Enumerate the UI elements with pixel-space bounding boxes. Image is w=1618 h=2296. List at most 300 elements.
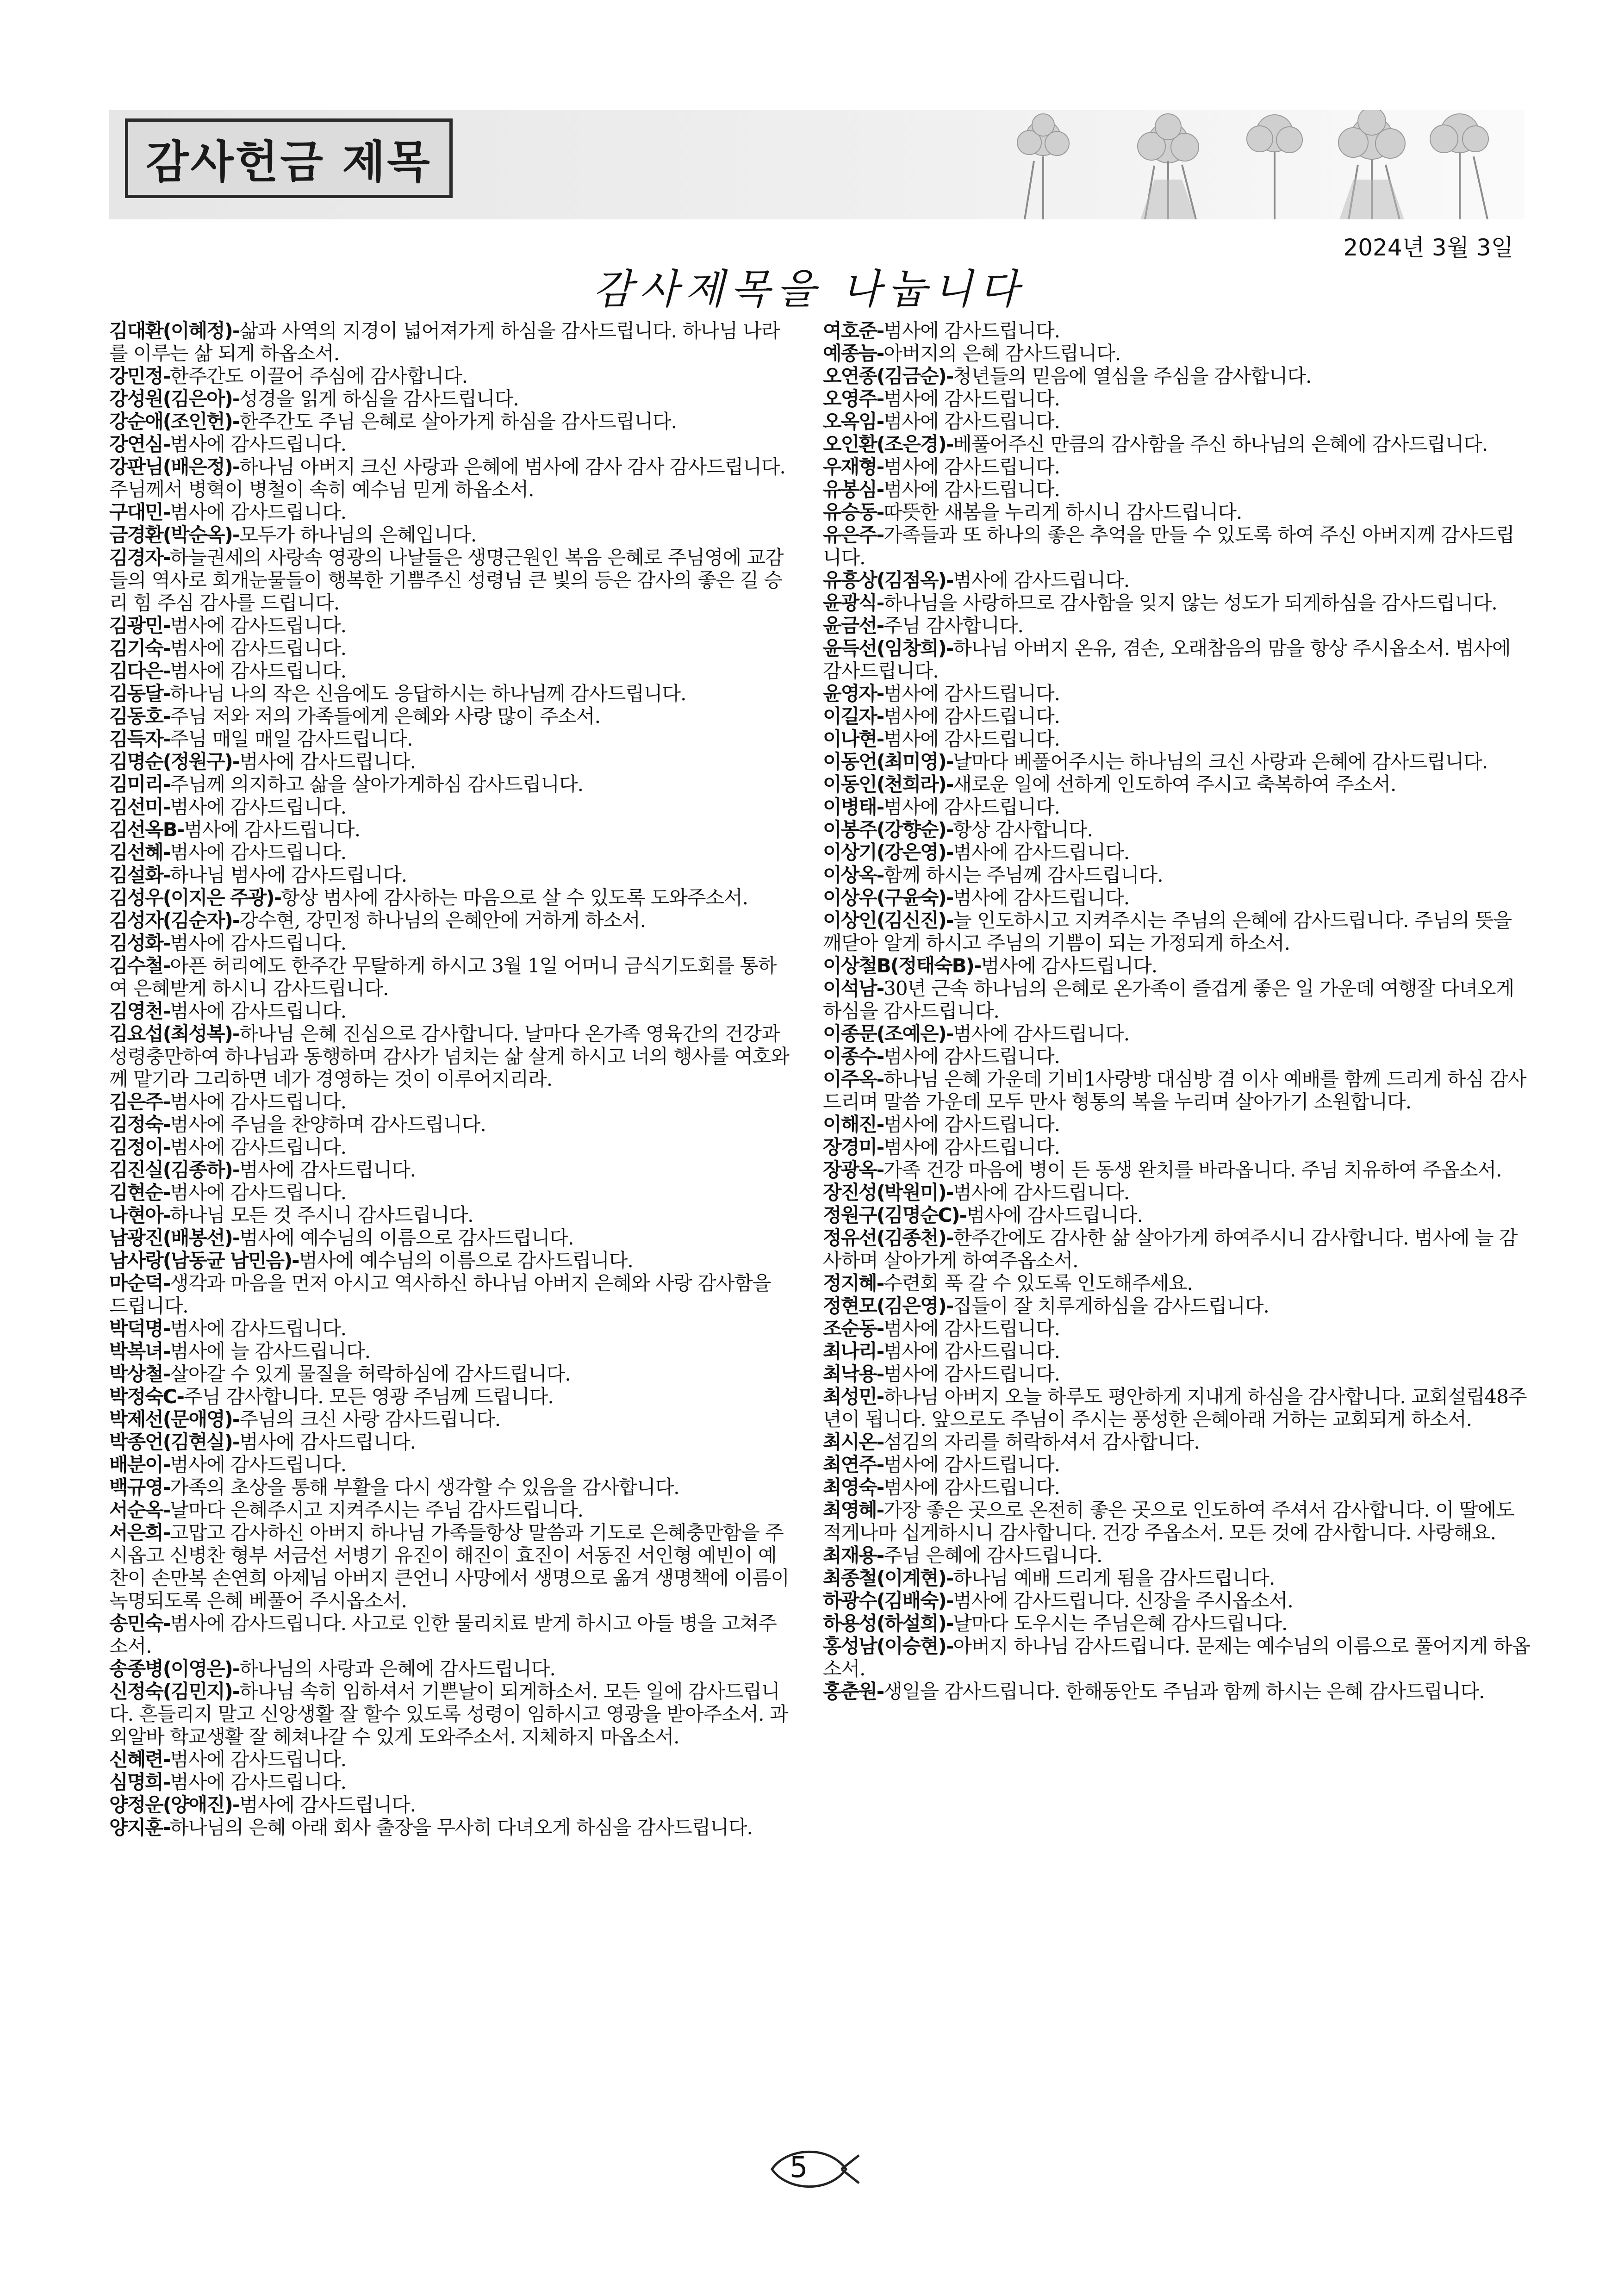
donor-name: 마순덕: [109, 1272, 163, 1294]
entry-separator: -: [162, 1499, 170, 1521]
donor-name: 이길자: [823, 705, 877, 728]
thanks-text: 강수현, 강민정 하나님의 은혜안에 거하게 하소서.: [239, 909, 646, 932]
thanks-entry: [823, 1226, 1531, 1272]
thanks-text: 범사에 감사드립니다.: [170, 1090, 347, 1113]
thanks-text: 범사에 감사드립니다.: [981, 954, 1157, 977]
donor-name: 남사랑(남동균 남민음): [109, 1249, 292, 1272]
donor-name: 신혜련: [109, 1748, 163, 1771]
entry-separator: -: [162, 1204, 170, 1226]
entry-separator: -: [959, 1204, 967, 1226]
thanks-text: 주님 감사합니다.: [884, 614, 1023, 637]
thanks-entry: [823, 1158, 1531, 1181]
donor-name: 서은희: [109, 1521, 163, 1544]
thanks-entry: [823, 365, 1531, 387]
entry-separator: -: [946, 1022, 953, 1045]
entry-separator: -: [876, 614, 884, 637]
thanks-entry: [109, 1748, 790, 1771]
thanks-text: 범사에 감사드립니다.: [884, 1363, 1060, 1385]
entry-separator: -: [876, 342, 884, 365]
entry-separator: -: [876, 478, 884, 501]
entry-separator: -: [162, 796, 170, 818]
entry-separator: -: [876, 455, 884, 478]
donor-name: 윤금선: [823, 614, 877, 637]
entry-separator: -: [876, 977, 884, 1000]
entry-separator: -: [946, 886, 953, 909]
thanks-text: 범사에 감사드립니다.: [966, 1204, 1143, 1226]
left-column: [109, 319, 790, 1839]
entry-separator: -: [876, 728, 884, 750]
thanks-text: 한주간에도 감사한 삶 살아가게 하여주시니 감사합니다. 범사에 늘 감사하며 살아가게 하여주옵소서.: [823, 1226, 1518, 1272]
entry-separator: -: [162, 1363, 170, 1385]
entry-separator: -: [876, 1136, 884, 1158]
thanks-entry: [823, 1272, 1531, 1294]
donor-name: 박제선(문애영): [109, 1408, 232, 1431]
thanks-text: 아버지의 은혜 감사드립니다.: [884, 342, 1121, 365]
donor-name: 오연종(김금순): [823, 365, 946, 387]
thanks-text: 범사에 감사드립니다.: [953, 1181, 1130, 1204]
thanks-text: 하나님 아버지 오늘 하루도 평안하게 지내게 하심을 감사합니다. 교회설립48주년이 됩니다. 앞으로도 주님이 주시는 풍성한 은혜아래 거하는 교회되게 하소서.: [823, 1385, 1527, 1431]
thanks-entry: [823, 1363, 1531, 1385]
donor-name: 김다은: [109, 660, 163, 682]
donor-name: 최나리: [823, 1340, 877, 1363]
donor-name: 김정이: [109, 1136, 163, 1158]
donor-name: 이석남: [823, 977, 877, 1000]
thanks-entry: [823, 1113, 1531, 1136]
entry-separator: -: [162, 1612, 170, 1635]
thanks-entry: [823, 319, 1531, 342]
donor-name: 송종병(이영은): [109, 1657, 232, 1680]
entry-separator: -: [946, 909, 953, 932]
donor-name: 심명희: [109, 1771, 163, 1793]
entry-separator: -: [162, 1521, 170, 1544]
thanks-text: 범사에 감사드립니다.: [170, 796, 347, 818]
thanks-entry: [109, 1453, 790, 1476]
donor-name: 김광민: [109, 614, 163, 637]
donor-name: 홍성남(이승현): [823, 1635, 946, 1657]
bulletin-date: 2024년 3월 3일: [1343, 234, 1513, 261]
donor-name: 구대민: [109, 501, 163, 523]
donor-name: 배분이: [109, 1453, 163, 1476]
donor-name: 이상우(구윤숙): [823, 886, 946, 909]
thanks-text: 집들이 잘 치루게하심을 감사드립니다.: [953, 1294, 1269, 1317]
thanks-text: 범사에 감사드립니다.: [884, 455, 1060, 478]
entry-separator: -: [876, 1068, 884, 1090]
thanks-entry: [109, 1385, 790, 1408]
page-number: 5: [790, 2150, 808, 2184]
donor-name: 강민정: [109, 365, 163, 387]
entry-separator: -: [162, 841, 170, 864]
entry-separator: -: [876, 1158, 884, 1181]
entry-separator: -: [232, 1431, 240, 1453]
entry-separator: -: [232, 319, 240, 342]
donor-name: 박복녀: [109, 1340, 163, 1363]
thanks-text: 가족의 초상을 통해 부활을 다시 생각할 수 있음을 감사합니다.: [170, 1476, 679, 1499]
thanks-text: 날마다 베풀어주시는 하나님의 크신 사랑과 은혜에 감사드립니다.: [953, 750, 1488, 773]
entry-separator: -: [946, 569, 953, 591]
thanks-entry: [109, 1226, 790, 1249]
donor-name: 오영주: [823, 387, 877, 410]
thanks-entry: [823, 954, 1531, 977]
thanks-text: 살아갈 수 있게 물질을 허락하심에 감사드립니다.: [170, 1363, 571, 1385]
entry-separator: -: [162, 546, 170, 569]
donor-name: 윤영자: [823, 682, 877, 705]
thanks-entry: [823, 705, 1531, 728]
thanks-entry: [109, 1158, 790, 1181]
thanks-entry: [109, 1317, 790, 1340]
thanks-text: 범사에 감사드립니다.: [170, 932, 347, 954]
entry-separator: -: [232, 1022, 240, 1045]
thanks-text: 생일을 감사드립니다. 한해동안도 주님과 함께 하시는 은혜 감사드립니다.: [884, 1680, 1485, 1703]
thanks-text: 하나님을 사랑하므로 감사함을 잊지 않는 성도가 되게하심을 감사드립니다.: [884, 591, 1497, 614]
thanks-entry: [823, 909, 1531, 954]
thanks-entry: [109, 614, 790, 637]
donor-name: 이종문(조예은): [823, 1022, 946, 1045]
thanks-text: 주님의 크신 사랑 감사드립니다.: [239, 1408, 501, 1431]
entry-separator: -: [162, 614, 170, 637]
thanks-entry: [823, 750, 1531, 773]
thanks-text: 범사에 감사드립니다.: [239, 1158, 416, 1181]
thanks-text: 범사에 감사드립니다.: [884, 1476, 1060, 1499]
thanks-text: 범사에 감사드립니다.: [170, 1317, 347, 1340]
donor-name: 조순동: [823, 1317, 877, 1340]
thanks-text: 범사에 감사드립니다.: [884, 1113, 1060, 1136]
donor-name: 이종수: [823, 1045, 877, 1068]
thanks-entry: [823, 1204, 1531, 1226]
donor-name: 유승동: [823, 501, 877, 523]
thanks-entry: [823, 1453, 1531, 1476]
thanks-entry: [823, 818, 1531, 841]
entry-separator: -: [176, 1385, 184, 1408]
thanks-entry: [823, 1544, 1531, 1567]
entry-separator: -: [946, 750, 953, 773]
entry-separator: -: [232, 523, 240, 546]
thanks-text: 범사에 감사드립니다.: [953, 886, 1130, 909]
thanks-entry: [823, 569, 1531, 591]
donor-name: 강순애(조인헌): [109, 410, 232, 433]
thanks-entry: [823, 455, 1531, 478]
donor-name: 김경자: [109, 546, 163, 569]
thanks-entry: [109, 773, 790, 796]
entry-separator: -: [876, 1113, 884, 1136]
thanks-entry: [109, 637, 790, 660]
entry-separator: -: [876, 1431, 884, 1453]
entry-separator: -: [162, 1000, 170, 1022]
thanks-entry: [109, 365, 790, 387]
donor-name: 금경환(박순옥): [109, 523, 232, 546]
donor-name: 오인환(조은경): [823, 433, 946, 455]
thanks-entry: [823, 501, 1531, 523]
entry-separator: -: [162, 660, 170, 682]
thanks-text: 가족들과 또 하나의 좋은 추억을 만들 수 있도록 하여 주신 아버지께 감사드립니다.: [823, 523, 1514, 569]
thanks-entry: [823, 1589, 1531, 1612]
entry-separator: -: [162, 705, 170, 728]
thanks-text: 범사에 감사드립니다.: [884, 319, 1060, 342]
thanks-entry: [823, 728, 1531, 750]
entry-separator: -: [162, 682, 170, 705]
thanks-text: 범사에 감사드립니다.: [170, 637, 347, 660]
entry-separator: -: [946, 433, 953, 455]
entry-separator: -: [162, 954, 170, 977]
donor-name: 김명순(정원구): [109, 750, 232, 773]
thanks-entry: [109, 705, 790, 728]
thanks-text: 아픈 허리에도 한주간 무탈하게 하시고 3월 1일 어머니 금식기도회를 통하여 은혜받게 하시니 감사드립니다.: [109, 954, 777, 1000]
donor-name: 이상인(김신진): [823, 909, 946, 932]
entry-separator: -: [162, 1340, 170, 1363]
thanks-entry: [109, 501, 790, 523]
thanks-entry: [823, 1181, 1531, 1204]
entry-separator: -: [162, 932, 170, 954]
thanks-text: 범사에 감사드립니다.: [170, 614, 347, 637]
thanks-text: 범사에 감사드립니다.: [239, 1793, 416, 1816]
entry-separator: -: [876, 1453, 884, 1476]
donor-name: 김수철: [109, 954, 163, 977]
thanks-text: 범사에 감사드립니다. 신장을 주시옵소서.: [953, 1589, 1293, 1612]
donor-name: 유흥상(김점옥): [823, 569, 946, 591]
thanks-entry: [109, 1476, 790, 1499]
donor-name: 강연심: [109, 433, 163, 455]
thanks-entry: [823, 1317, 1531, 1340]
donor-name: 남광진(배봉선): [109, 1226, 232, 1249]
donor-name: 강판님(배은정): [109, 455, 232, 478]
thanks-entry: [823, 637, 1531, 682]
entry-separator: -: [876, 1680, 884, 1703]
thanks-entry: [823, 841, 1531, 864]
entry-separator: -: [876, 1544, 884, 1567]
thanks-text: 하나님의 은혜 아래 회사 출장을 무사히 다녀오게 하심을 감사드립니다.: [170, 1816, 753, 1839]
donor-name: 장진성(박원미): [823, 1181, 946, 1204]
entry-separator: -: [162, 1090, 170, 1113]
thanks-entry: [109, 1090, 790, 1113]
thanks-text: 가장 좋은 곳으로 온전히 좋은 곳으로 인도하여 주셔서 감사합니다. 이 딸에도 적게나마 십게하시니 감사합니다. 건강 주옵소서. 모든 것에 감사합니다. 사랑해요.: [823, 1499, 1514, 1544]
thanks-entry: [109, 1204, 790, 1226]
thanks-text: 범사에 감사드립니다.: [170, 433, 347, 455]
donor-name: 박정숙C: [109, 1385, 177, 1408]
section-title-box: [125, 118, 453, 198]
donor-name: 최재용: [823, 1544, 877, 1567]
entry-separator: -: [232, 387, 240, 410]
thanks-entry: [823, 1680, 1531, 1703]
thanks-text: 범사에 감사드립니다. 사고로 인한 물리치료 받게 하시고 아들 병을 고쳐주소서.: [109, 1612, 777, 1657]
section-title: 감사헌금 제목: [146, 136, 432, 188]
thanks-text: 함께 하시는 주님께 감사드립니다.: [884, 864, 1163, 886]
thanks-entry: [109, 796, 790, 818]
thanks-entry: [109, 1363, 790, 1385]
entry-separator: -: [876, 1499, 884, 1521]
donor-name: 정지혜: [823, 1272, 877, 1294]
donor-name: 김대환(이혜정): [109, 319, 232, 342]
entry-separator: -: [876, 591, 884, 614]
thanks-text: 늘 인도하시고 지켜주시는 주님의 은혜에 감사드립니다. 주님의 뜻을 깨닫아 알게 하시고 주님의 기쁨이 되는 가정되게 하소서.: [823, 909, 1512, 954]
donor-name: 이상옥: [823, 864, 877, 886]
entry-separator: -: [162, 1317, 170, 1340]
entry-separator: -: [162, 1771, 170, 1793]
thanks-entry: [823, 1068, 1531, 1113]
entry-separator: -: [162, 773, 170, 796]
thanks-text: 범사에 늘 감사드립니다.: [170, 1340, 370, 1363]
thanks-text: 범사에 감사드립니다.: [884, 1340, 1060, 1363]
thanks-entry: [823, 1635, 1531, 1680]
donor-name: 홍춘원: [823, 1680, 877, 1703]
donor-name: 백규영: [109, 1476, 163, 1499]
thanks-text: 주님 저와 저의 가족들에게 은혜와 사랑 많이 주소서.: [170, 705, 600, 728]
thanks-text: 범사에 감사드립니다.: [170, 501, 347, 523]
thanks-text: 생각과 마음을 먼저 아시고 역사하신 하나님 아버지 은혜와 사랑 감사함을 드립니다.: [109, 1272, 771, 1317]
donor-name: 김영천: [109, 1000, 163, 1022]
donor-name: 이동언(최미영): [823, 750, 946, 773]
entry-separator: -: [232, 1657, 240, 1680]
donor-name: 하광수(김배숙): [823, 1589, 946, 1612]
entry-separator: -: [946, 1294, 953, 1317]
thanks-text: 범사에 예수님의 이름으로 감사드립니다.: [239, 1226, 574, 1249]
thanks-text: 모두가 하나님의 은혜입니다.: [239, 523, 477, 546]
entry-separator: -: [946, 365, 953, 387]
thanks-text: 하나님 아버지 온유, 겸손, 오래참음의 맘을 항상 주시옵소서. 범사에 감사드립니다.: [823, 637, 1511, 682]
entry-separator: -: [232, 1793, 240, 1816]
thanks-entry: [109, 660, 790, 682]
donor-name: 장경미: [823, 1136, 877, 1158]
thanks-text: 범사에 감사드립니다.: [953, 569, 1130, 591]
thanks-text: 범사에 감사드립니다.: [170, 1000, 347, 1022]
thanks-entry: [109, 1408, 790, 1431]
entry-separator: -: [946, 637, 953, 660]
entry-separator: -: [876, 1317, 884, 1340]
thanks-text: 주님 매일 매일 감사드립니다.: [170, 728, 413, 750]
entry-separator: -: [232, 410, 240, 433]
donor-name: 이상철B(정태숙B): [823, 954, 974, 977]
thanks-entry: [823, 614, 1531, 637]
thanks-text: 주님 감사합니다. 모든 영광 주님께 드립니다.: [183, 1385, 554, 1408]
thanks-entry: [109, 1136, 790, 1158]
thanks-entry: [823, 1385, 1531, 1431]
donor-name: 송민숙: [109, 1612, 163, 1635]
thanks-text: 범사에 감사드립니다.: [884, 478, 1060, 501]
entry-separator: -: [946, 1181, 953, 1204]
entry-separator: -: [162, 1476, 170, 1499]
thanks-text: 범사에 감사드립니다.: [170, 841, 347, 864]
entry-separator: -: [162, 1136, 170, 1158]
thanks-entry: [109, 455, 790, 501]
donor-name: 이병태: [823, 796, 877, 818]
donor-name: 이해진: [823, 1113, 877, 1136]
right-column: [823, 319, 1531, 1703]
thanks-entry: [109, 954, 790, 1000]
thanks-text: 범사에 감사드립니다.: [170, 1181, 347, 1204]
thanks-text: 하나님 예배 드리게 됨을 감사드립니다.: [953, 1567, 1275, 1589]
thanks-entry: [109, 410, 790, 433]
thanks-entry: [109, 1612, 790, 1657]
thanks-text: 범사에 감사드립니다.: [170, 1136, 347, 1158]
donor-name: 하용성(하설희): [823, 1612, 946, 1635]
thanks-text: 범사에 감사드립니다.: [884, 387, 1060, 410]
thanks-entry: [823, 523, 1531, 569]
donor-name: 나현아: [109, 1204, 163, 1226]
thanks-text: 범사에 주님을 찬양하며 감사드립니다.: [170, 1113, 486, 1136]
entry-separator: -: [946, 1589, 953, 1612]
thanks-text: 한주간도 주님 은혜로 살아가게 하심을 감사드립니다.: [239, 410, 677, 433]
entry-separator: -: [162, 637, 170, 660]
entry-separator: -: [162, 501, 170, 523]
flower-decoration-icon: [1015, 110, 1506, 219]
donor-name: 김요섭(최성복): [109, 1022, 232, 1045]
entry-separator: -: [876, 319, 884, 342]
thanks-entry: [823, 773, 1531, 796]
thanks-text: 하나님 은혜 진심으로 감사합니다. 날마다 온가족 영육간의 건강과 성령충만하여 하나님과 동행하며 감사가 넘치는 삶 살게 하시고 너의 행사를 여호와께 맡기라 그리하면 네가 경영하는 것이 이루어지리라.: [109, 1022, 789, 1090]
donor-name: 장광옥: [823, 1158, 877, 1181]
entry-separator: -: [876, 705, 884, 728]
thanks-entry: [109, 1431, 790, 1453]
entry-separator: -: [946, 773, 953, 796]
donor-name: 김성화: [109, 932, 163, 954]
donor-name: 정유선(김종천): [823, 1226, 946, 1249]
thanks-entry: [109, 523, 790, 546]
donor-name: 여호준: [823, 319, 877, 342]
entry-separator: -: [946, 1635, 953, 1657]
entry-separator: -: [162, 1113, 170, 1136]
thanks-entry: [823, 342, 1531, 365]
thanks-text: 새로운 일에 선하게 인도하여 주시고 축복하여 주소서.: [953, 773, 1396, 796]
thanks-text: 베풀어주신 만큼의 감사함을 주신 하나님의 은혜에 감사드립니다.: [953, 433, 1488, 455]
thanks-entry: [823, 1022, 1531, 1045]
thanks-text: 하나님 모든 것 주시니 감사드립니다.: [170, 1204, 473, 1226]
donor-name: 김진실(김종하): [109, 1158, 232, 1181]
entry-separator: -: [232, 1408, 240, 1431]
donor-name: 김성자(김순자): [109, 909, 232, 932]
thanks-entry: [109, 1793, 790, 1816]
entry-separator: -: [162, 1748, 170, 1771]
thanks-entry: [109, 1521, 790, 1612]
thanks-entry: [823, 387, 1531, 410]
entry-separator: -: [232, 455, 240, 478]
entry-separator: -: [876, 387, 884, 410]
thanks-entry: [823, 1045, 1531, 1068]
thanks-entry: [109, 1771, 790, 1793]
donor-name: 김정숙: [109, 1113, 163, 1136]
entry-separator: -: [876, 1363, 884, 1385]
entry-separator: -: [946, 818, 953, 841]
entry-separator: -: [876, 410, 884, 433]
thanks-text: 범사에 감사드립니다.: [884, 1317, 1060, 1340]
thanks-entry: [109, 1499, 790, 1521]
thanks-text: 범사에 감사드립니다.: [953, 1022, 1130, 1045]
thanks-entry: [109, 1272, 790, 1317]
thanks-text: 섬김의 자리를 허락하셔서 감사합니다.: [884, 1431, 1200, 1453]
donor-name: 김선미: [109, 796, 163, 818]
entry-separator: -: [876, 682, 884, 705]
thanks-text: 범사에 감사드립니다.: [884, 410, 1060, 433]
thanks-entry: [823, 1499, 1531, 1544]
thanks-entry: [823, 1294, 1531, 1317]
entry-separator: -: [232, 750, 240, 773]
thanks-entry: [109, 1022, 790, 1090]
entry-separator: -: [876, 501, 884, 523]
thanks-text: 날마다 은혜주시고 지켜주시는 주님 감사드립니다.: [170, 1499, 583, 1521]
thanks-entry: [109, 433, 790, 455]
thanks-text: 날마다 도우시는 주님은혜 감사드립니다.: [953, 1612, 1288, 1635]
donor-name: 박상철: [109, 1363, 163, 1385]
thanks-text: 범사에 감사드립니다.: [884, 682, 1060, 705]
donor-name: 최종철(이계현): [823, 1567, 946, 1589]
thanks-entry: [823, 1431, 1531, 1453]
donor-name: 최시온: [823, 1431, 877, 1453]
thanks-entry: [823, 1340, 1531, 1363]
thanks-text: 범사에 감사드립니다.: [170, 1748, 347, 1771]
thanks-entry: [109, 728, 790, 750]
entry-separator: -: [946, 1226, 953, 1249]
entry-separator: -: [876, 864, 884, 886]
thanks-entry: [823, 433, 1531, 455]
thanks-text: 범사에 감사드립니다.: [170, 1771, 347, 1793]
donor-name: 최연주: [823, 1453, 877, 1476]
